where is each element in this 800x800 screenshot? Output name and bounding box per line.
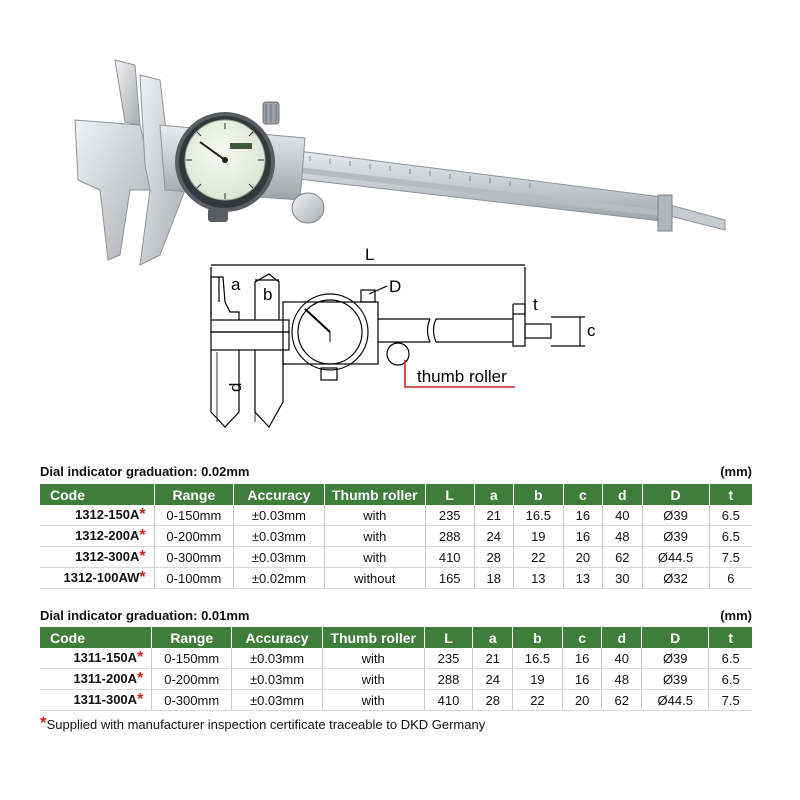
label-D: D xyxy=(389,277,402,296)
table-cell-d: 62 xyxy=(602,690,642,711)
table-cell-l: 165 xyxy=(425,568,474,589)
table-cell-b: 13 xyxy=(514,568,564,589)
table2-header-row xyxy=(40,627,752,648)
table-cell-accuracy: ±0.03mm xyxy=(232,669,323,690)
table-cell-b: 19 xyxy=(513,669,563,690)
table-cell-c: 20 xyxy=(563,547,602,568)
table-cell-t: 6.5 xyxy=(709,669,752,690)
table-cell-accuracy: ±0.03mm xyxy=(232,648,323,669)
footnote xyxy=(40,714,485,734)
footnote-text: Supplied with manufacturer inspection certificate traceable to DKD Germany xyxy=(46,717,486,732)
column-header: a xyxy=(473,627,513,648)
product-code: 1312-100AW xyxy=(63,570,140,585)
product-code: 1312-150A xyxy=(75,507,140,522)
column-header: t xyxy=(709,627,752,648)
table-cell-d: 40 xyxy=(602,648,642,669)
table-cell-b: 16.5 xyxy=(514,505,564,526)
label-b: b xyxy=(263,285,273,304)
table-cell-d: Ø39 xyxy=(642,648,709,669)
certificate-star: * xyxy=(139,506,146,523)
product-code: 1311-200A xyxy=(73,671,138,686)
table-cell-t: 6.5 xyxy=(709,526,752,547)
table-cell-thumb: with xyxy=(324,547,425,568)
table-cell-c: 20 xyxy=(562,690,602,711)
table-cell-b: 19 xyxy=(514,526,564,547)
certificate-star: * xyxy=(137,649,144,666)
table-cell-range: 0-300mm xyxy=(152,690,232,711)
certificate-star: * xyxy=(139,548,146,565)
column-header: Code xyxy=(40,627,152,648)
spec-table-002 xyxy=(40,484,752,589)
table-row xyxy=(40,690,752,711)
table-cell-a: 24 xyxy=(474,526,513,547)
column-header: b xyxy=(513,627,563,648)
dimension-diagram xyxy=(195,242,605,442)
table-cell-t: 6.5 xyxy=(709,648,752,669)
certificate-star: * xyxy=(137,691,144,708)
product-code-cell xyxy=(40,568,154,589)
table1-title: Dial indicator graduation: 0.02mm xyxy=(40,464,250,479)
product-code-cell xyxy=(40,648,152,669)
table-cell-l: 288 xyxy=(425,526,474,547)
product-code: 1311-300A xyxy=(73,692,138,707)
label-d: d xyxy=(226,382,245,392)
product-code: 1311-150A xyxy=(73,650,138,665)
table-cell-c: 16 xyxy=(562,669,602,690)
column-header: t xyxy=(709,484,752,505)
column-header: b xyxy=(514,484,564,505)
table-cell-accuracy: ±0.03mm xyxy=(234,526,325,547)
table-cell-l: 410 xyxy=(425,547,474,568)
table-cell-accuracy: ±0.02mm xyxy=(234,568,325,589)
table-cell-thumb: with xyxy=(322,648,424,669)
table-cell-l: 235 xyxy=(424,648,473,669)
label-L: L xyxy=(365,245,375,264)
table-cell-accuracy: ±0.03mm xyxy=(232,690,323,711)
table-cell-c: 16 xyxy=(563,526,602,547)
column-header: d xyxy=(602,627,642,648)
column-header: L xyxy=(425,484,474,505)
table-cell-a: 18 xyxy=(474,568,513,589)
table-row xyxy=(40,505,752,526)
column-header: Range xyxy=(152,627,232,648)
footnote-star: * xyxy=(40,713,47,732)
table-cell-t: 7.5 xyxy=(709,690,752,711)
table-cell-range: 0-200mm xyxy=(154,526,234,547)
table-cell-range: 0-300mm xyxy=(154,547,234,568)
table-cell-d: Ø44.5 xyxy=(642,547,709,568)
table-cell-d: 48 xyxy=(602,669,642,690)
product-code: 1312-300A xyxy=(75,549,140,564)
certificate-star: * xyxy=(139,569,146,586)
table-cell-a: 21 xyxy=(473,648,513,669)
table-row xyxy=(40,526,752,547)
table-cell-a: 21 xyxy=(474,505,513,526)
table-cell-accuracy: ±0.03mm xyxy=(234,505,325,526)
table-cell-d: 30 xyxy=(603,568,642,589)
table1-header-row xyxy=(40,484,752,505)
table-row xyxy=(40,547,752,568)
column-header: c xyxy=(562,627,602,648)
table-cell-t: 6.5 xyxy=(709,505,752,526)
table-row xyxy=(40,568,752,589)
table-cell-range: 0-200mm xyxy=(152,669,232,690)
table-cell-thumb: without xyxy=(324,568,425,589)
table-cell-l: 410 xyxy=(424,690,473,711)
column-header: Range xyxy=(154,484,234,505)
table-cell-d: 48 xyxy=(603,526,642,547)
table1-unit: (mm) xyxy=(720,464,752,479)
product-code-cell xyxy=(40,547,154,568)
label-a: a xyxy=(231,275,241,294)
product-code: 1312-200A xyxy=(75,528,140,543)
table-cell-l: 235 xyxy=(425,505,474,526)
table-cell-range: 0-100mm xyxy=(154,568,234,589)
product-code-cell xyxy=(40,669,152,690)
table-cell-range: 0-150mm xyxy=(154,505,234,526)
certificate-star: * xyxy=(139,527,146,544)
certificate-star: * xyxy=(137,670,144,687)
column-header: Accuracy xyxy=(234,484,325,505)
table-cell-thumb: with xyxy=(322,690,424,711)
table-cell-thumb: with xyxy=(324,526,425,547)
spec-table-001 xyxy=(40,627,752,711)
table-row xyxy=(40,648,752,669)
table-cell-c: 13 xyxy=(563,568,602,589)
table-cell-a: 28 xyxy=(473,690,513,711)
table-cell-d: Ø39 xyxy=(642,669,709,690)
column-header: Accuracy xyxy=(232,627,323,648)
column-header: Thumb roller xyxy=(322,627,424,648)
label-t: t xyxy=(533,295,538,314)
table-cell-l: 288 xyxy=(424,669,473,690)
column-header: D xyxy=(642,484,709,505)
column-header: D xyxy=(642,627,709,648)
column-header: c xyxy=(563,484,602,505)
table-cell-accuracy: ±0.03mm xyxy=(234,547,325,568)
table-cell-a: 24 xyxy=(473,669,513,690)
table2-title: Dial indicator graduation: 0.01mm xyxy=(40,608,250,623)
table-cell-d: Ø44.5 xyxy=(642,690,709,711)
table-cell-d: Ø39 xyxy=(642,526,709,547)
column-header: Thumb roller xyxy=(324,484,425,505)
table-cell-d: 62 xyxy=(603,547,642,568)
table-cell-b: 22 xyxy=(514,547,564,568)
product-code-cell xyxy=(40,690,152,711)
table-cell-t: 6 xyxy=(709,568,752,589)
table-cell-thumb: with xyxy=(322,669,424,690)
label-c: c xyxy=(587,321,596,340)
table-cell-t: 7.5 xyxy=(709,547,752,568)
table-cell-thumb: with xyxy=(324,505,425,526)
label-thumb-roller: thumb roller xyxy=(417,367,507,386)
product-code-cell xyxy=(40,505,154,526)
column-header: a xyxy=(474,484,513,505)
column-header: Code xyxy=(40,484,154,505)
table-cell-b: 22 xyxy=(513,690,563,711)
table-cell-range: 0-150mm xyxy=(152,648,232,669)
column-header: L xyxy=(424,627,473,648)
product-code-cell xyxy=(40,526,154,547)
table-cell-d: Ø32 xyxy=(642,568,709,589)
table2-unit: (mm) xyxy=(720,608,752,623)
table-cell-a: 28 xyxy=(474,547,513,568)
table-cell-c: 16 xyxy=(563,505,602,526)
table-cell-d: Ø39 xyxy=(642,505,709,526)
column-header: d xyxy=(603,484,642,505)
table-cell-b: 16.5 xyxy=(513,648,563,669)
table-cell-c: 16 xyxy=(562,648,602,669)
table-row xyxy=(40,669,752,690)
table-cell-d: 40 xyxy=(603,505,642,526)
